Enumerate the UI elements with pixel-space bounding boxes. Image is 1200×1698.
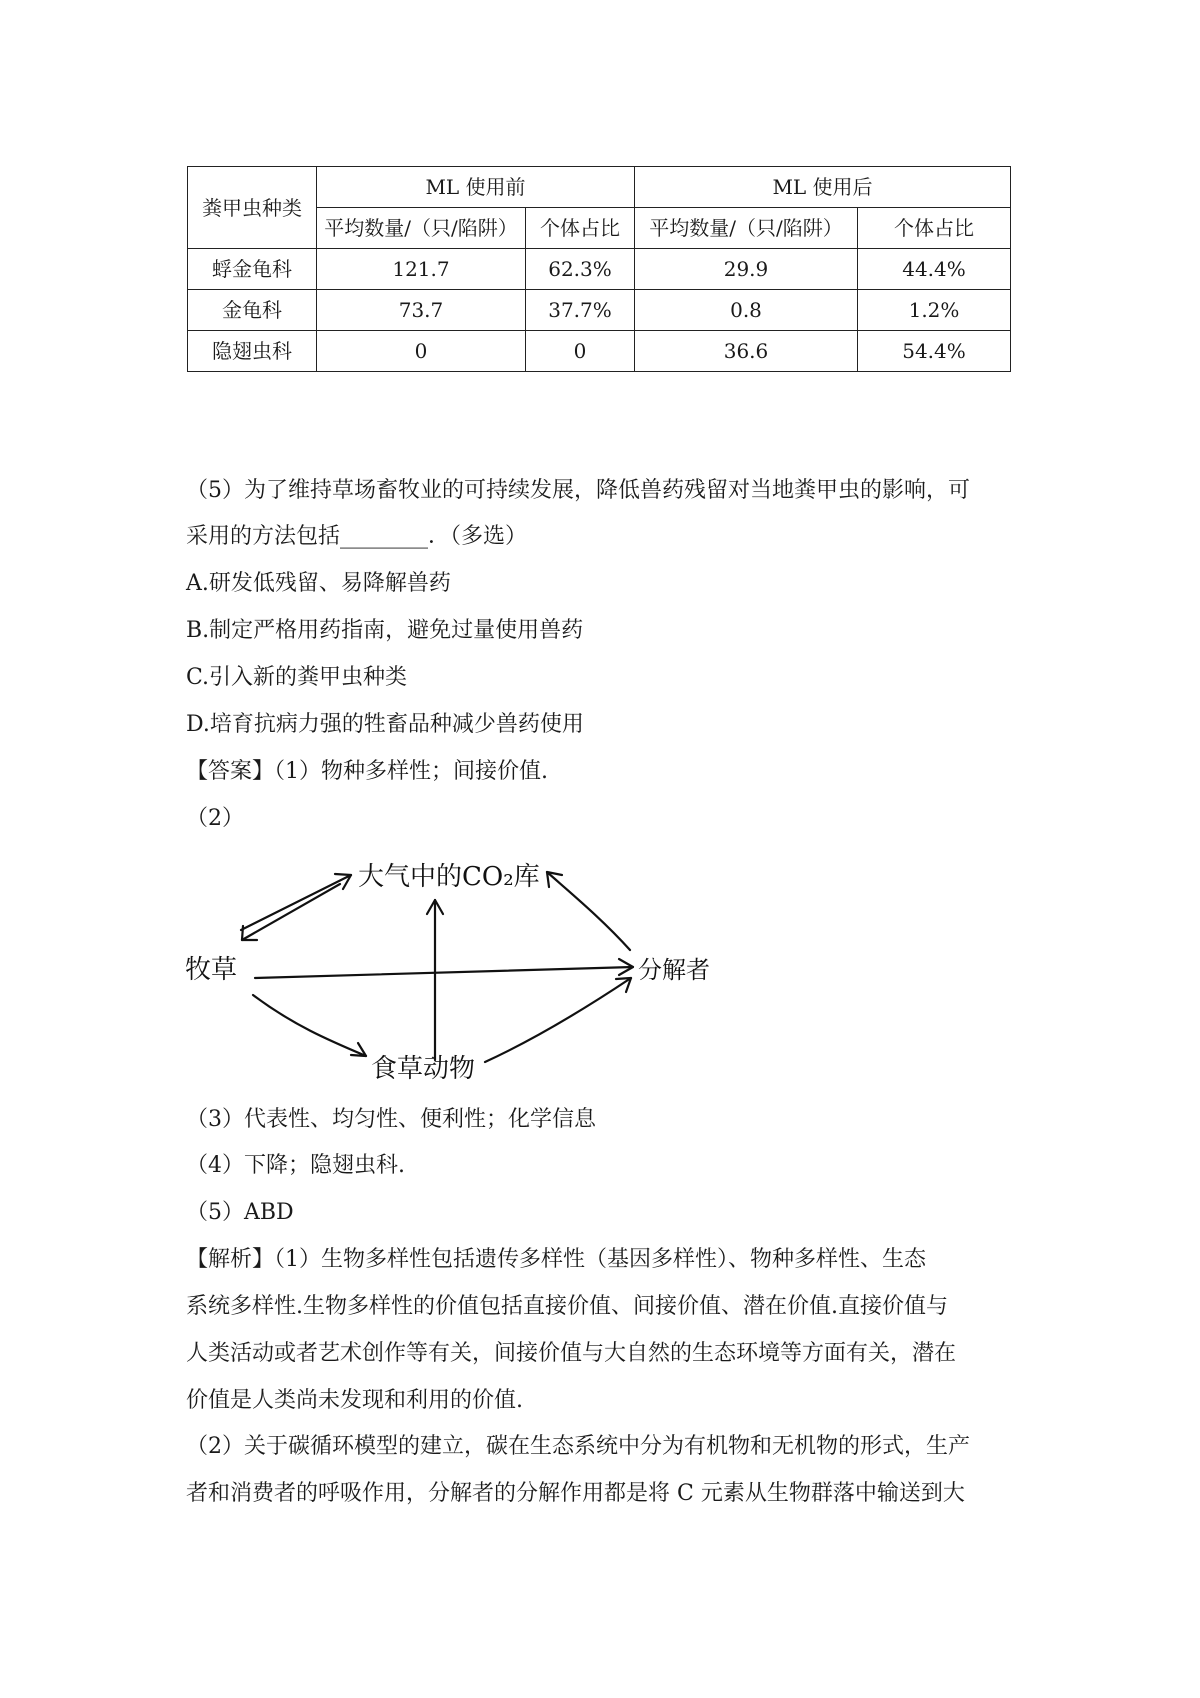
explanation-line-3: 人类活动或者艺术创作等有关，间接价值与大自然的生态环境等方面有关，潜在	[186, 1341, 957, 1366]
option-d: D.培育抗病力强的牲畜品种减少兽药使用	[186, 712, 584, 737]
species-name: 蜉金龟科	[188, 249, 317, 290]
explanation-line-2: 系统多样性.生物多样性的价值包括直接价值、间接价值、潜在价值.直接价值与	[186, 1294, 948, 1319]
answer-3: （3）代表性、均匀性、便利性；化学信息	[186, 1107, 596, 1132]
table-row	[188, 249, 1011, 290]
table-row	[188, 331, 1011, 372]
answer-4: （4）下降；隐翅虫科.	[186, 1153, 405, 1178]
header-species: 粪甲虫种类	[188, 167, 317, 249]
ratio-after-cell: 54.4%	[858, 331, 1011, 372]
data-table	[187, 166, 1011, 372]
avg-before-cell: 121.7	[317, 249, 526, 290]
co2-pool-label: 大气中的CO₂库	[358, 862, 540, 892]
avg-before-cell: 73.7	[317, 290, 526, 331]
species-name: 金龟科	[188, 290, 317, 331]
answer-2: （2）	[186, 806, 244, 831]
avg-after-cell: 29.9	[635, 249, 858, 290]
explanation-line-1: 【解析】（1）生物多样性包括遗传多样性（基因多样性）、物种多样性、生态	[186, 1247, 926, 1272]
answer-5: （5）ABD	[186, 1200, 294, 1225]
header-avg-before: 平均数量/（只/陷阱）	[317, 208, 526, 249]
option-a: A.研发低残留、易降解兽药	[186, 571, 451, 596]
ratio-before-cell: 37.7%	[526, 290, 635, 331]
herbivore-label: 食草动物	[371, 1054, 476, 1084]
species-name: 隐翅虫科	[188, 331, 317, 372]
option-c: C.引入新的粪甲虫种类	[186, 665, 408, 690]
question-5-line-1: （5）为了维持草场畜牧业的可持续发展，降低兽药残留对当地粪甲虫的影响，可	[186, 478, 970, 503]
option-b: B.制定严格用药指南，避免过量使用兽药	[186, 618, 584, 643]
ratio-after-cell: 1.2%	[858, 290, 1011, 331]
decomposer-label: 分解者	[638, 956, 710, 984]
question-5-line-2: 采用的方法包括________．（多选）	[186, 524, 528, 549]
ratio-before-cell: 0	[526, 331, 635, 372]
answer-line: 【答案】（1）物种多样性；间接价值.	[186, 759, 548, 784]
grass-label: 牧草	[185, 955, 238, 985]
avg-before-cell: 0	[317, 331, 526, 372]
carbon-cycle-diagram	[183, 850, 715, 1085]
header-ratio-before: 个体占比	[526, 208, 635, 249]
ratio-after-cell: 44.4%	[858, 249, 1011, 290]
avg-after-cell: 36.6	[635, 331, 858, 372]
explanation-line-6: 者和消费者的呼吸作用，分解者的分解作用都是将 C 元素从生物群落中输送到大	[186, 1481, 965, 1506]
table-row	[188, 290, 1011, 331]
explanation-line-4: 价值是人类尚未发现和利用的价值.	[186, 1388, 523, 1413]
avg-after-cell: 0.8	[635, 290, 858, 331]
header-after: ML 使用后	[635, 167, 1011, 208]
header-ratio-after: 个体占比	[858, 208, 1011, 249]
header-avg-after: 平均数量/（只/陷阱）	[635, 208, 858, 249]
explanation-line-5: （2）关于碳循环模型的建立，碳在生态系统中分为有机物和无机物的形式，生产	[186, 1434, 970, 1459]
ratio-before-cell: 62.3%	[526, 249, 635, 290]
header-before: ML 使用前	[317, 167, 635, 208]
